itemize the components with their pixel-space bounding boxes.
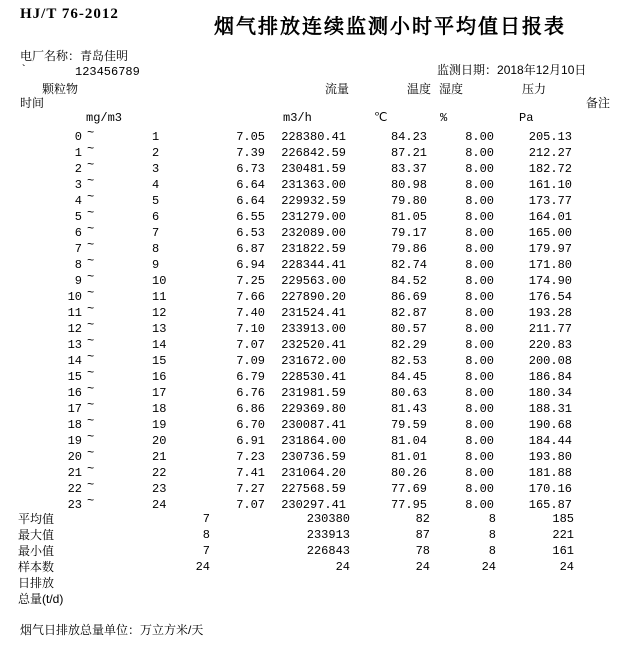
flow-value: 231064.20 [281,466,346,480]
table-row [0,286,634,305]
tilde-separator: ~ [87,446,95,460]
hour-end: 4 [152,178,160,192]
table-row [0,430,634,449]
pm-value: 7.09 [236,354,265,368]
summary-flow-value: 24 [335,560,350,574]
temperature-value: 79.59 [390,418,427,432]
pressure-value: 174.90 [528,274,572,288]
summary-label: 日排放 [18,576,55,590]
humidity-value: 8.00 [465,242,494,256]
flow-value: 228380.41 [281,130,346,144]
humidity-value: 8.00 [465,146,494,160]
summary-humidity-value: 8 [488,528,496,542]
pm-value: 7.41 [236,466,265,480]
pm-value: 6.86 [236,402,265,416]
summary-row [0,559,634,575]
tilde-separator: ~ [87,126,95,140]
summary-pm-value: 8 [202,528,210,542]
pressure-value: 193.80 [528,450,572,464]
temperature-value: 81.01 [390,450,427,464]
pressure-value: 190.68 [528,418,572,432]
table-row [0,350,634,369]
temperature-value: 80.57 [390,322,427,336]
temperature-value: 82.29 [390,338,427,352]
hour-end: 20 [152,434,167,448]
column-header-pm: 颗粒物 [42,82,79,96]
unit-humidity: % [440,111,448,125]
flow-value: 233913.00 [281,322,346,336]
humidity-value: 8.00 [465,178,494,192]
summary-label: 最小值 [18,544,55,558]
hour-end: 7 [152,226,160,240]
flow-value: 231363.00 [281,178,346,192]
hour-end: 8 [152,242,160,256]
hour-start: 11 [67,306,82,320]
flow-value: 231864.00 [281,434,346,448]
hour-start: 16 [67,386,82,400]
tilde-separator: ~ [87,430,95,444]
tilde-separator: ~ [87,190,95,204]
tilde-separator: ~ [87,366,95,380]
humidity-value: 8.00 [465,226,494,240]
pressure-value: 179.97 [528,242,572,256]
pm-value: 7.40 [236,306,265,320]
tilde-separator: ~ [87,222,95,236]
monitor-date-line [437,62,586,78]
hour-end: 13 [152,322,167,336]
pressure-value: 165.87 [528,498,572,512]
hour-end: 2 [152,146,160,160]
hour-start: 7 [74,242,82,256]
pm-value: 7.27 [236,482,265,496]
stray-backtick-mark: ` [20,63,28,77]
temperature-value: 83.37 [390,162,427,176]
hour-start: 15 [67,370,82,384]
pressure-value: 164.01 [528,210,572,224]
summary-pm-value: 7 [202,512,210,526]
hour-end: 6 [152,210,160,224]
hour-end: 17 [152,386,167,400]
plant-code-value: 123456789 [75,65,140,79]
tilde-separator: ~ [87,398,95,412]
pressure-value: 180.34 [528,386,572,400]
tilde-separator: ~ [87,302,95,316]
humidity-value: 8.00 [465,354,494,368]
plant-name-label: 电厂名称： [20,49,81,63]
summary-pressure-value: 24 [559,560,574,574]
summary-humidity-value: 8 [488,544,496,558]
summary-label: 平均值 [18,512,55,526]
pm-value: 7.66 [236,290,265,304]
tilde-separator: ~ [87,254,95,268]
flow-value: 226842.59 [281,146,346,160]
hour-end: 24 [152,498,167,512]
table-row [0,478,634,497]
pm-value: 6.73 [236,162,265,176]
pm-value: 7.23 [236,450,265,464]
summary-pressure-value: 221 [552,528,574,542]
pressure-value: 171.80 [528,258,572,272]
temperature-value: 79.86 [390,242,427,256]
summary-label: 样本数 [18,560,55,574]
table-row [0,222,634,241]
humidity-value: 8.00 [465,290,494,304]
temperature-value: 84.52 [390,274,427,288]
hour-end: 12 [152,306,167,320]
temperature-value: 82.74 [390,258,427,272]
column-header-time: 时间 [20,96,45,110]
hour-end: 9 [152,258,160,272]
summary-temperature-value: 87 [415,528,430,542]
column-header-temperature: 温度 [407,82,432,96]
table-row [0,270,634,289]
hour-start: 4 [74,194,82,208]
tilde-separator: ~ [87,318,95,332]
plant-name-value: 青岛佳明 [80,49,129,63]
hour-start: 0 [74,130,82,144]
humidity-value: 8.00 [465,402,494,416]
report-title: 烟气排放连续监测小时平均值日报表 [214,16,566,38]
temperature-value: 84.23 [390,130,427,144]
hour-start: 22 [67,482,82,496]
tilde-separator: ~ [87,350,95,364]
temperature-value: 84.45 [390,370,427,384]
tilde-separator: ~ [87,206,95,220]
hour-start: 14 [67,354,82,368]
pm-value: 6.55 [236,210,265,224]
tilde-separator: ~ [87,414,95,428]
table-row [0,398,634,417]
pressure-value: 186.84 [528,370,572,384]
summary-row [0,575,634,591]
summary-flow-value: 230380 [306,512,350,526]
pm-value: 7.25 [236,274,265,288]
table-row [0,334,634,353]
temperature-value: 80.26 [390,466,427,480]
summary-pressure-value: 185 [552,512,574,526]
unit-temperature: ℃ [374,111,388,125]
standard-code: HJ/T 76-2012 [20,6,119,22]
flow-value: 231672.00 [281,354,346,368]
summary-humidity-value: 24 [481,560,496,574]
flow-value: 230736.59 [281,450,346,464]
hour-end: 15 [152,354,167,368]
pm-value: 7.07 [236,338,265,352]
hour-start: 1 [74,146,82,160]
hour-start: 19 [67,434,82,448]
temperature-value: 82.53 [390,354,427,368]
humidity-value: 8.00 [465,130,494,144]
hour-end: 10 [152,274,167,288]
hour-start: 5 [74,210,82,224]
hour-start: 2 [74,162,82,176]
humidity-value: 8.00 [465,370,494,384]
pressure-value: 193.28 [528,306,572,320]
hour-start: 6 [74,226,82,240]
flow-value: 230481.59 [281,162,346,176]
hour-end: 22 [152,466,167,480]
pressure-value: 212.27 [528,146,572,160]
hour-end: 5 [152,194,160,208]
pressure-value: 165.00 [528,226,572,240]
hour-start: 20 [67,450,82,464]
pressure-value: 188.31 [528,402,572,416]
tilde-separator: ~ [87,158,95,172]
pressure-value: 173.77 [528,194,572,208]
humidity-value: 8.00 [465,274,494,288]
hour-start: 21 [67,466,82,480]
flow-value: 230297.41 [281,498,346,512]
summary-pm-value: 7 [202,544,210,558]
table-row [0,158,634,177]
humidity-value: 8.00 [465,450,494,464]
pm-value: 6.64 [236,178,265,192]
hour-end: 14 [152,338,167,352]
table-row [0,174,634,193]
hour-start: 9 [74,274,82,288]
column-header-flow: 流量 [325,82,350,96]
pm-value: 6.91 [236,434,265,448]
humidity-value: 8.00 [465,162,494,176]
hour-end: 16 [152,370,167,384]
temperature-value: 81.43 [390,402,427,416]
flow-value: 232520.41 [281,338,346,352]
table-row [0,382,634,401]
tilde-separator: ~ [87,462,95,476]
pm-value: 6.53 [236,226,265,240]
flow-value: 232089.00 [281,226,346,240]
table-row [0,414,634,433]
flow-value: 231981.59 [281,386,346,400]
tilde-separator: ~ [87,382,95,396]
pm-value: 7.10 [236,322,265,336]
hour-start: 18 [67,418,82,432]
flow-value: 230087.41 [281,418,346,432]
humidity-value: 8.00 [465,386,494,400]
temperature-value: 77.95 [390,498,427,512]
summary-flow-value: 233913 [306,528,350,542]
flow-value: 227568.59 [281,482,346,496]
temperature-value: 82.87 [390,306,427,320]
summary-temperature-value: 78 [415,544,430,558]
summary-label: 总量(t/d) [18,592,64,606]
table-row [0,254,634,273]
column-header-remark: 备注 [586,96,611,110]
flow-value: 231524.41 [281,306,346,320]
flow-value: 231279.00 [281,210,346,224]
pm-value: 7.39 [236,146,265,160]
tilde-separator: ~ [87,174,95,188]
table-row [0,238,634,257]
summary-pressure-value: 161 [552,544,574,558]
temperature-value: 80.63 [390,386,427,400]
summary-temperature-value: 82 [415,512,430,526]
temperature-value: 86.69 [390,290,427,304]
temperature-value: 81.05 [390,210,427,224]
summary-humidity-value: 8 [488,512,496,526]
temperature-value: 80.98 [390,178,427,192]
temperature-value: 87.21 [390,146,427,160]
humidity-value: 8.00 [465,418,494,432]
temperature-value: 79.17 [390,226,427,240]
unit-pressure: Pa [519,111,534,125]
hour-start: 8 [74,258,82,272]
temperature-value: 81.04 [390,434,427,448]
humidity-value: 8.00 [465,338,494,352]
table-row [0,126,634,145]
monitor-date-value: 2018年12月10日 [497,63,587,77]
humidity-value: 8.00 [465,434,494,448]
hour-start: 12 [67,322,82,336]
flow-value: 228530.41 [281,370,346,384]
hour-end: 18 [152,402,167,416]
pm-value: 7.07 [236,498,265,512]
summary-temperature-value: 24 [415,560,430,574]
summary-row [0,511,634,527]
tilde-separator: ~ [87,142,95,156]
flow-value: 228344.41 [281,258,346,272]
hour-start: 17 [67,402,82,416]
summary-row [0,543,634,559]
humidity-value: 8.00 [465,210,494,224]
humidity-value: 8.00 [465,194,494,208]
table-row [0,446,634,465]
pressure-value: 170.16 [528,482,572,496]
pm-value: 6.94 [236,258,265,272]
hour-end: 23 [152,482,167,496]
footer-unit-note: 烟气日排放总量单位：万立方米/天 [20,623,204,637]
unit-pm: mg/m3 [86,111,123,125]
table-row [0,206,634,225]
column-header-pressure: 压力 [522,82,547,96]
pm-value: 6.76 [236,386,265,400]
pm-value: 7.05 [236,130,265,144]
humidity-value: 8.00 [465,258,494,272]
hour-start: 13 [67,338,82,352]
flow-value: 229932.59 [281,194,346,208]
temperature-value: 79.80 [390,194,427,208]
pressure-value: 211.77 [528,322,572,336]
column-header-humidity: 湿度 [439,82,464,96]
tilde-separator: ~ [87,286,95,300]
flow-value: 231822.59 [281,242,346,256]
tilde-separator: ~ [87,334,95,348]
table-row [0,366,634,385]
humidity-value: 8.00 [465,306,494,320]
tilde-separator: ~ [87,238,95,252]
hour-start: 10 [67,290,82,304]
table-row [0,302,634,321]
summary-pm-value: 24 [195,560,210,574]
table-row [0,462,634,481]
unit-flow: m3/h [283,111,312,125]
summary-label: 最大值 [18,528,55,542]
humidity-value: 8.00 [465,498,494,512]
pressure-value: 184.44 [528,434,572,448]
summary-row [0,527,634,543]
flow-value: 229563.00 [281,274,346,288]
hour-end: 21 [152,450,167,464]
summary-row [0,591,634,607]
hour-end: 19 [152,418,167,432]
table-row [0,318,634,337]
temperature-value: 77.69 [390,482,427,496]
pm-value: 6.70 [236,418,265,432]
humidity-value: 8.00 [465,322,494,336]
flow-value: 229369.80 [281,402,346,416]
tilde-separator: ~ [87,478,95,492]
summary-flow-value: 226843 [306,544,350,558]
hour-start: 23 [67,498,82,512]
table-row [0,142,634,161]
pm-value: 6.87 [236,242,265,256]
pm-value: 6.64 [236,194,265,208]
pm-value: 6.79 [236,370,265,384]
pressure-value: 181.88 [528,466,572,480]
hour-start: 3 [74,178,82,192]
pressure-value: 182.72 [528,162,572,176]
humidity-value: 8.00 [465,466,494,480]
pressure-value: 205.13 [528,130,572,144]
pressure-value: 176.54 [528,290,572,304]
hour-end: 3 [152,162,160,176]
hour-end: 1 [152,130,160,144]
tilde-separator: ~ [87,270,95,284]
plant-name-line [20,48,128,64]
humidity-value: 8.00 [465,482,494,496]
pressure-value: 200.08 [528,354,572,368]
hour-end: 11 [152,290,167,304]
monitor-date-label: 监测日期： [437,63,498,77]
table-row [0,190,634,209]
tilde-separator: ~ [87,494,95,508]
flow-value: 227890.20 [281,290,346,304]
pressure-value: 161.10 [528,178,572,192]
pressure-value: 220.83 [528,338,572,352]
